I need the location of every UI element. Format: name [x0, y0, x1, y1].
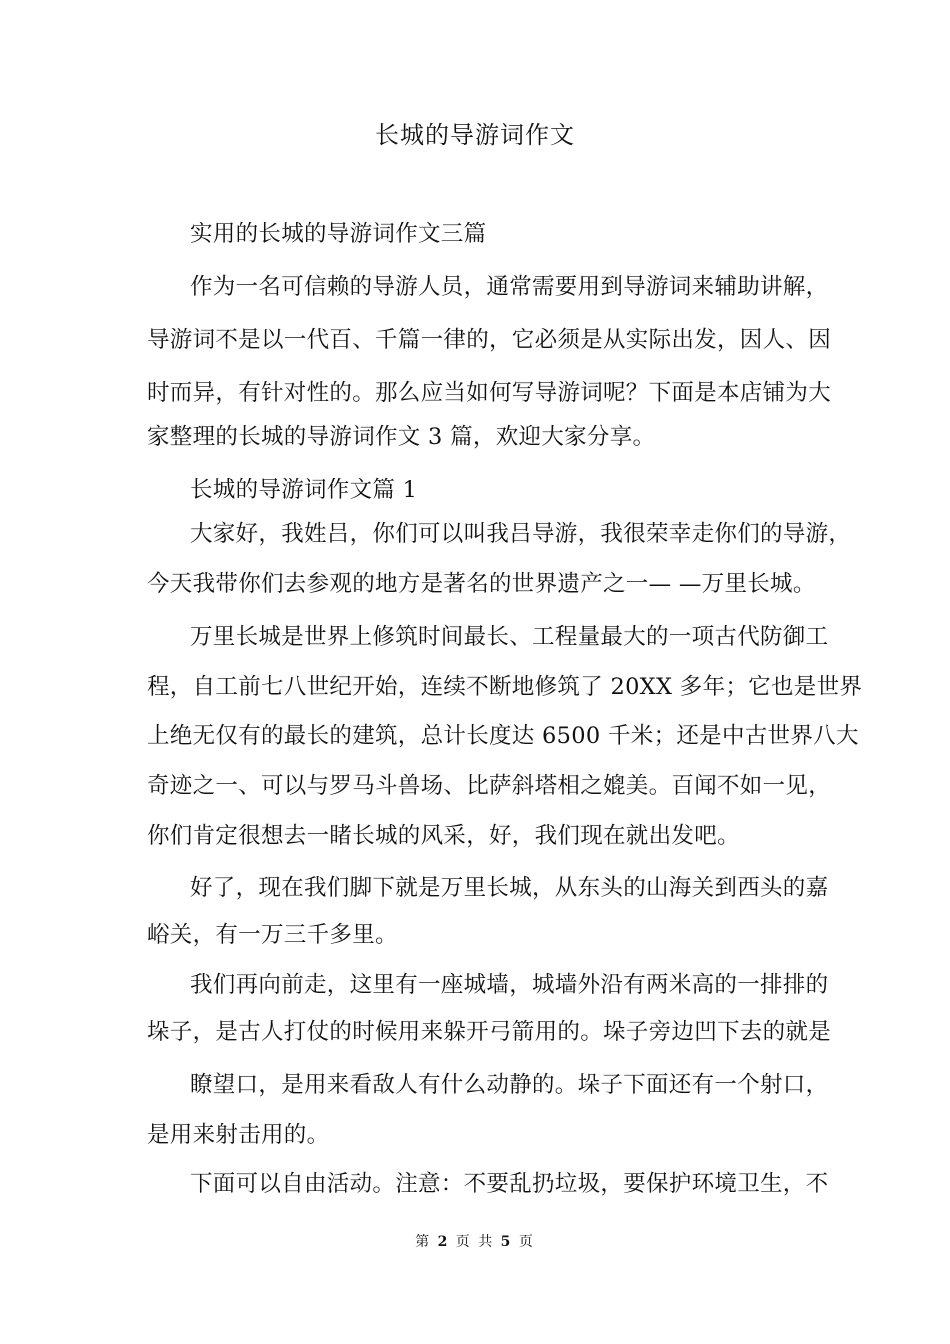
paragraph-line: 下面可以自由活动。注意：不要乱扔垃圾，要保护环境卫生，不 [190, 1171, 829, 1197]
paragraph-line: 作为一名可信赖的导游人员，通常需要用到导游词来辅助讲解， [190, 274, 829, 300]
footer-suffix: 页 [518, 1234, 535, 1250]
current-page-number: 2 [437, 1234, 450, 1250]
paragraph-line: 导游词不是以一代百、千篇一律的，它必须是从实际出发，因人、因 [147, 327, 832, 353]
paragraph-line: 家整理的长城的导游词作文 3 篇，欢迎大家分享。 [147, 424, 656, 450]
footer-middle: 页 共 [455, 1234, 495, 1250]
paragraph-line: 我们再向前走，这里有一座城墙，城墙外沿有两米高的一排排的 [190, 972, 829, 998]
paragraph-line: 好了，现在我们脚下就是万里长城，从东头的山海关到西头的嘉 [190, 875, 829, 901]
total-pages-number: 5 [500, 1234, 513, 1250]
document-title: 长城的导游词作文 [375, 121, 575, 149]
paragraph-line: 垛子，是古人打仗的时候用来躲开弓箭用的。垛子旁边凹下去的就是 [147, 1019, 832, 1045]
paragraph-line: 峪关，有一万三千多里。 [147, 922, 398, 948]
paragraph-line: 今天我带你们去参观的地方是著名的世界遗产之一— —万里长城。 [147, 571, 816, 597]
paragraph-line: 是用来射击用的。 [147, 1122, 330, 1148]
paragraph-line: 瞭望口，是用来看敌人有什么动静的。垛子下面还有一个射口， [190, 1072, 829, 1098]
paragraph-line: 上绝无仅有的最长的建筑，总计长度达 6500 千米；还是中古世界八大 [147, 723, 859, 749]
paragraph-line: 你们肯定很想去一睹长城的风采，好，我们现在就出发吧。 [147, 823, 740, 849]
paragraph-line: 大家好，我姓吕，你们可以叫我吕导游，我很荣幸走你们的导游， [190, 521, 852, 547]
paragraph-line: 奇迹之一、可以与罗马斗兽场、比萨斜塔相之媲美。百闻不如一见， [147, 773, 832, 799]
paragraph-line: 程，自工前七八世纪开始，连续不断地修筑了 20XX 多年；它也是世界 [147, 674, 863, 700]
subtitle-line: 实用的长城的导游词作文三篇 [190, 221, 487, 247]
page-footer [0, 1232, 950, 1252]
paragraph-line: 时而异，有针对性的。那么应当如何写导游词呢？下面是本店铺为大 [147, 380, 832, 406]
paragraph-line: 万里长城是世界上修筑时间最长、工程量最大的一项古代防御工 [190, 624, 829, 650]
section-heading: 长城的导游词作文篇 1 [190, 477, 418, 503]
footer-prefix: 第 [415, 1234, 432, 1250]
